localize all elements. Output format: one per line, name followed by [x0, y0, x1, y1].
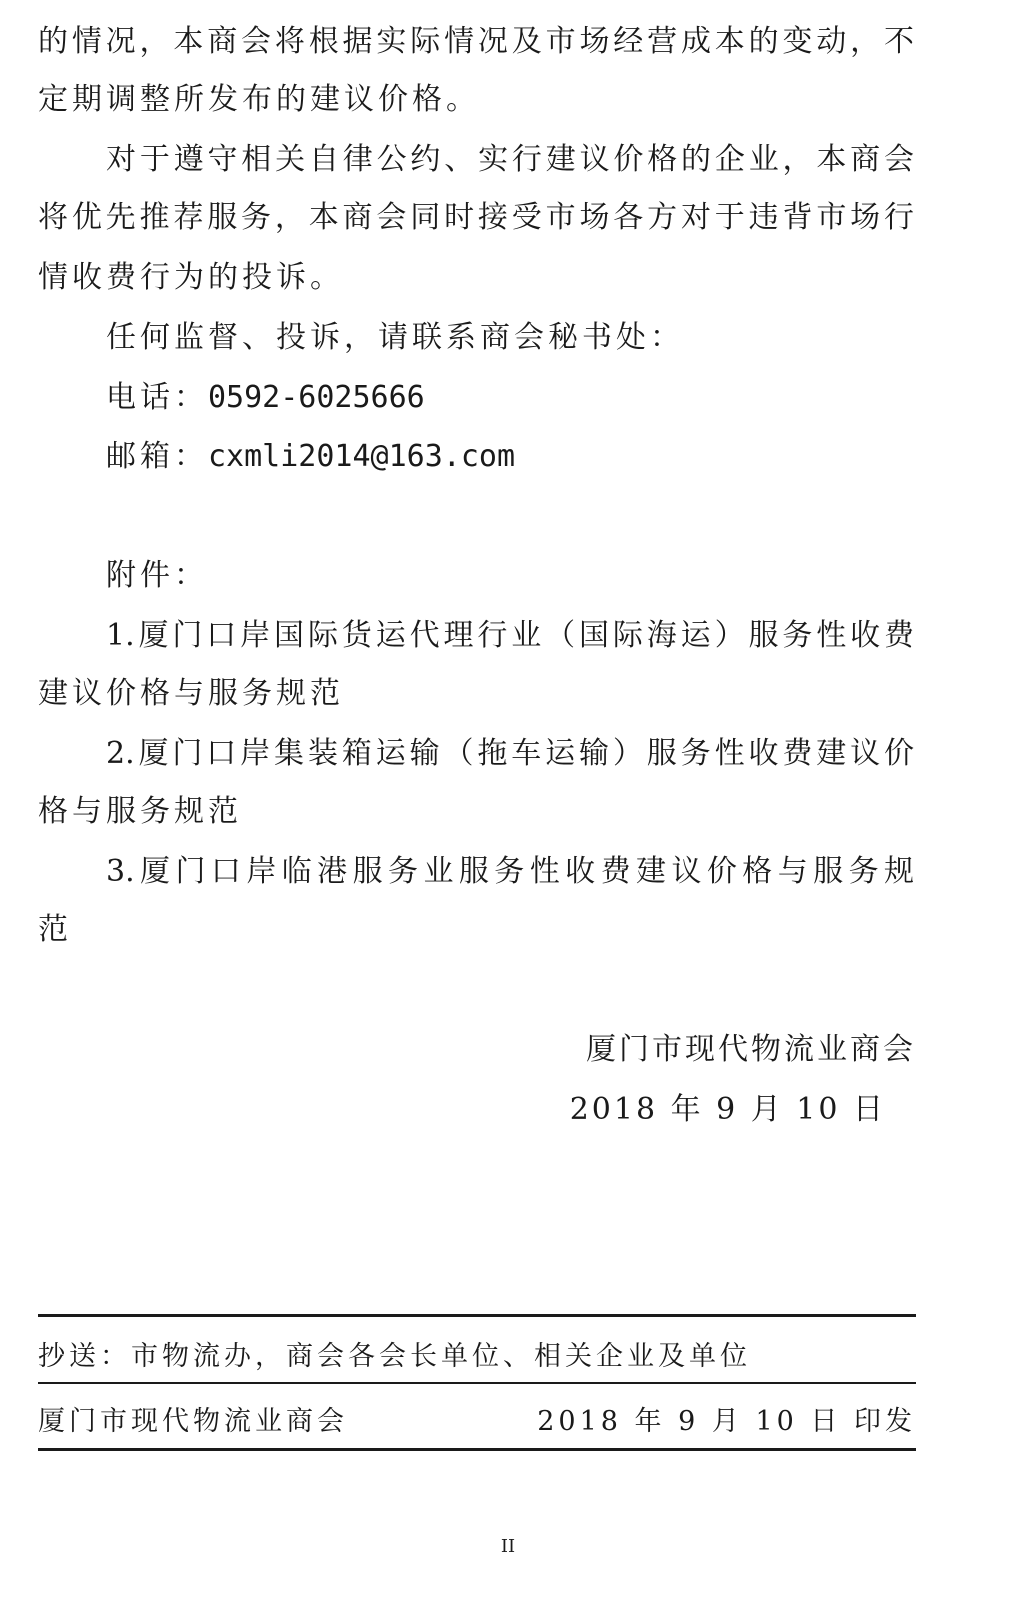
- email-label: 邮箱：: [106, 439, 208, 474]
- attachments-heading: 附件：: [106, 558, 208, 593]
- email-value: cxmli2014@163.com: [208, 439, 516, 474]
- email-line: [106, 437, 515, 477]
- attachment-2-line-1: 2.厦门口岸集装箱运输（拖车运输）服务性收费建议价: [106, 736, 914, 771]
- issue-date: 2018 年 9 月 10 日 印发: [537, 1406, 916, 1437]
- footer-top-rule: [38, 1314, 916, 1317]
- paragraph-1-line-2: 定期调整所发布的建议价格。: [38, 82, 480, 117]
- contact-intro: 任何监督、投诉，请联系商会秘书处：: [106, 320, 684, 355]
- signature-date: 2018 年 9 月 10 日: [569, 1092, 886, 1127]
- attachment-3-line-2: 范: [38, 912, 72, 947]
- attachment-1-line-1: 1.厦门口岸国际货运代理行业（国际海运）服务性收费: [106, 618, 914, 653]
- footer-bottom-rule: [38, 1448, 916, 1451]
- footer-middle-rule: [38, 1382, 916, 1384]
- attachment-3-line-1: 3.厦门口岸临港服务业服务性收费建议价格与服务规: [106, 854, 914, 889]
- phone-value: 0592-6025666: [208, 380, 425, 415]
- paragraph-1-line-1: 的情况，本商会将根据实际情况及市场经营成本的变动，不: [38, 24, 914, 59]
- attachment-1-line-2: 建议价格与服务规范: [38, 676, 344, 711]
- paragraph-2-line-1: 对于遵守相关自律公约、实行建议价格的企业，本商会: [106, 142, 914, 177]
- attachment-2-line-2: 格与服务规范: [38, 794, 242, 829]
- paragraph-2-line-3: 情收费行为的投诉。: [38, 260, 344, 295]
- issuer-name: 厦门市现代物流业商会: [38, 1406, 348, 1437]
- cc-list: 市物流办，商会各会长单位、相关企业及单位: [131, 1341, 751, 1372]
- page-number: II: [500, 1536, 516, 1557]
- cc-label: 抄送：: [38, 1341, 131, 1372]
- signature-organization: 厦门市现代物流业商会: [586, 1032, 916, 1067]
- phone-label: 电话：: [106, 380, 208, 415]
- phone-line: [106, 378, 425, 418]
- paragraph-2-line-2: 将优先推荐服务，本商会同时接受市场各方对于违背市场行: [38, 200, 914, 235]
- cc-line: [38, 1339, 751, 1375]
